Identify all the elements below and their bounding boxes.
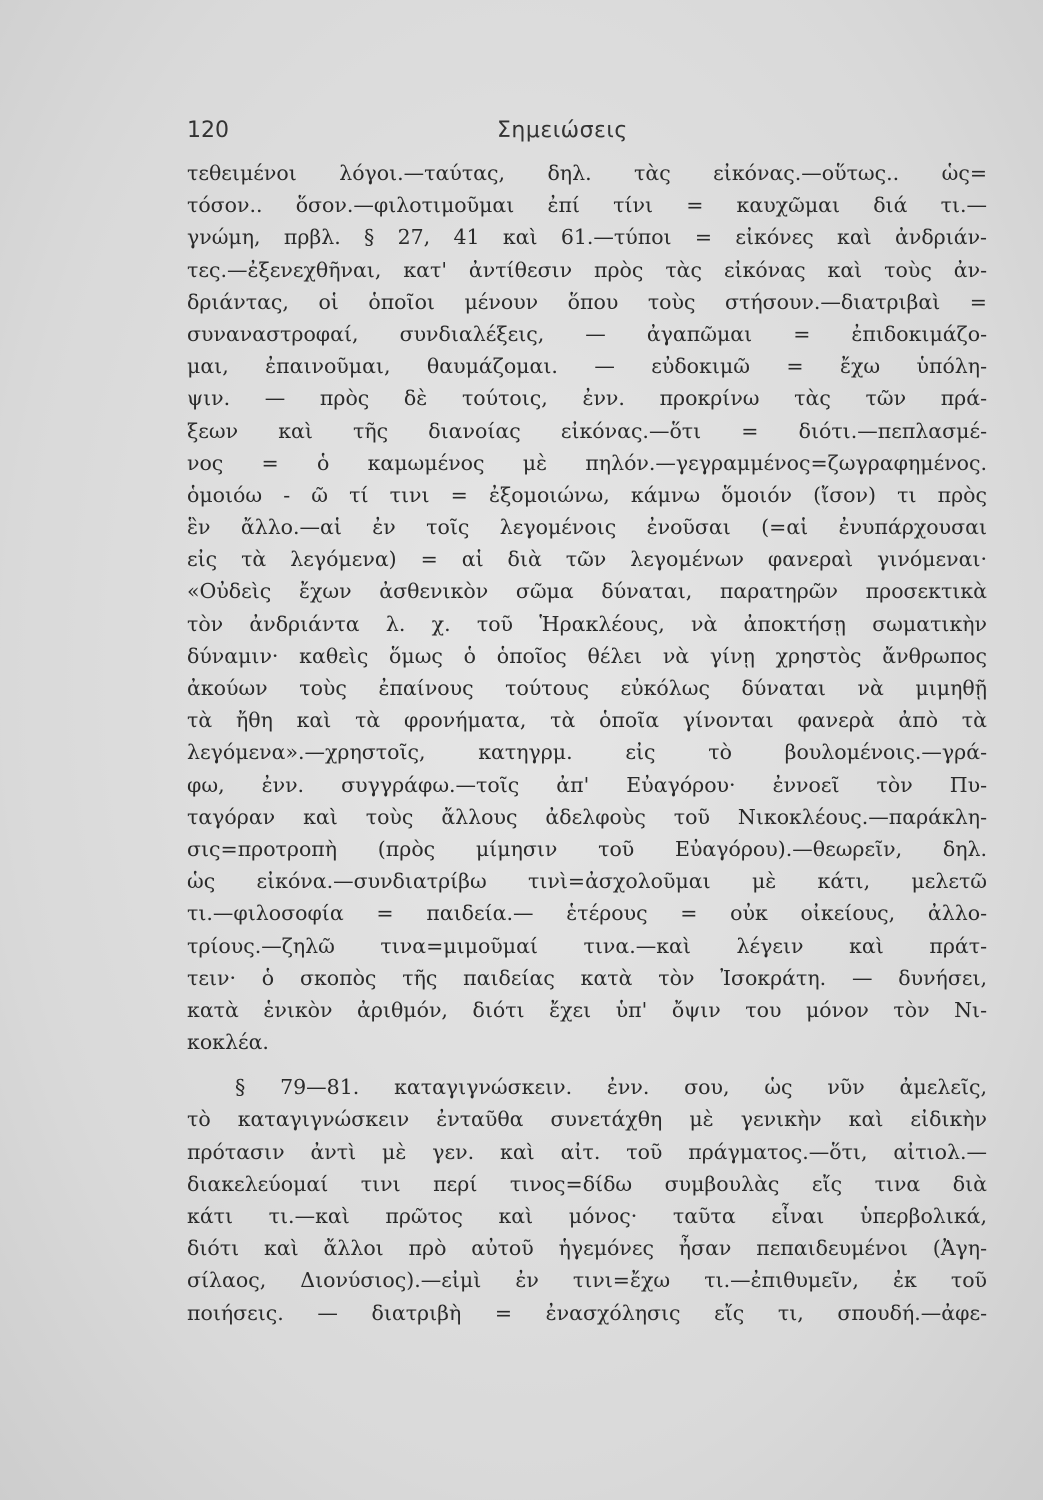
text-line: εἰς τὰ λεγόμενα) = αἱ διὰ τῶν λεγομένων φανεραὶ γινόμεναι·: [187, 547, 987, 572]
text-line: σίλαος, Διονύσιος).—εἰμὶ ἐν τινι=ἔχω τι.—ἐπιθυμεῖν, ἐκ τοῦ: [187, 1268, 987, 1293]
text-line: ἀκούων τοὺς ἐπαίνους τούτους εὐκόλως δύναται νὰ μιμηθῇ: [187, 676, 987, 700]
text-line: πρότασιν ἀντὶ μὲ γεν. καὶ αἰτ. τοῦ πράγματος.—ὅτι, αἰτιολ.—: [187, 1139, 987, 1164]
text-line: «Οὐδεὶς ἔχων ἀσθενικὸν σῶμα δύναται, παρατηρῶν προσεκτικὰ: [187, 579, 987, 604]
text-line: νος = ὁ καμωμένος μὲ πηλόν.—γεγραμμένος=ζωγραφημένος.: [187, 450, 987, 475]
text-line: τὸν ἀνδριάντα λ. χ. τοῦ Ἡρακλέους, νὰ ἀποκτήσῃ σωματικὴν: [187, 611, 987, 636]
text-line: δύναμιν· καθεὶς ὅμως ὁ ὁποῖος θέλει νὰ γίνῃ χρηστὸς ἄνθρωπος: [187, 643, 987, 668]
text-line: τι.—φιλοσοφία = παιδεία.— ἑτέρους = οὐκ οἰκείους, ἀλλο-: [187, 901, 987, 926]
running-head: Σημειώσεις: [497, 118, 628, 143]
text-line: γνώμη, πρβλ. § 27, 41 καὶ 61.—τύποι = εἰκόνες καὶ ἀνδριάν-: [187, 225, 987, 250]
text-line: τειν· ὁ σκοπὸς τῆς παιδείας κατὰ τὸν Ἰσοκράτη. — δυνήσει,: [187, 965, 987, 990]
text-line: ταγόραν καὶ τοὺς ἄλλους ἀδελφοὺς τοῦ Νικοκλέους.—παράκλη-: [187, 804, 987, 829]
text-line: διότι καὶ ἄλλοι πρὸ αὐτοῦ ἡγεμόνες ἦσαν πεπαιδευμένοι (Ἀγη-: [187, 1236, 987, 1261]
text-line: μαι, ἐπαινοῦμαι, θαυμάζομαι. — εὐδοκιμῶ = ἔχω ὑπόλη-: [187, 354, 987, 379]
text-line: σις=προτροπὴ (πρὸς μίμησιν τοῦ Εὐαγόρου).—θεωρεῖν, δηλ.: [187, 836, 987, 861]
body-text: [187, 157, 987, 1329]
text-line: κατὰ ἑνικὸν ἀριθμόν, διότι ἔχει ὑπ' ὄψιν του μόνον τὸν Νι-: [187, 997, 987, 1022]
text-line: τόσον.. ὅσον.—φιλοτιμοῦμαι ἐπί τίνι = καυχῶμαι διά τι.—: [187, 193, 987, 218]
text-line: κοκλέα.: [187, 1030, 269, 1055]
text-line: διακελεύομαί τινι περί τινος=δίδω συμβουλὰς εἴς τινα διὰ: [187, 1171, 987, 1196]
text-line: ἓν ἄλλο.—αἱ ἐν τοῖς λεγομένοις ἐνοῦσαι (=αἱ ἐνυπάρχουσαι: [187, 515, 987, 540]
text-line: ξεων καὶ τῆς διανοίας εἰκόνας.—ὅτι = διότι.—πεπλασμέ-: [187, 418, 987, 443]
text-line: φω, ἐνν. συγγράφω.—τοῖς ἀπ' Εὐαγόρου· ἐννοεῖ τὸν Πυ-: [187, 772, 987, 797]
text-line: τρίους.—ζηλῶ τινα=μιμοῦμαί τινα.—καὶ λέγειν καὶ πράτ-: [187, 933, 987, 958]
paragraph-gap: [187, 1058, 987, 1071]
text-line: τὰ ἤθη καὶ τὰ φρονήματα, τὰ ὁποῖα γίνονται φανερὰ ἀπὸ τὰ: [187, 708, 987, 733]
text-line: § 79—81. καταγιγνώσκειν. ἐνν. σου, ὡς νῦν ἀμελεῖς,: [235, 1075, 987, 1100]
text-line: συναναστροφαί, συνδιαλέξεις, — ἀγαπῶμαι = ἐπιδοκιμάζο-: [187, 321, 987, 346]
text-line: ὁμοιόω - ῶ τί τινι = ἐξομοιώνω, κάμνω ὅμοιόν (ἴσον) τι πρὸς: [187, 482, 987, 507]
text-line: λεγόμενα».—χρηστοῖς, κατηγρμ. εἰς τὸ βουλομένοις.—γρά-: [187, 740, 987, 765]
page-header: [187, 118, 987, 154]
text-line: ποιήσεις. — διατριβὴ = ἐνασχόλησις εἴς τι, σπουδή.—ἀφε-: [187, 1300, 987, 1325]
text-line: κάτι τι.—καὶ πρῶτος καὶ μόνος· ταῦτα εἶναι ὑπερβολικά,: [187, 1204, 987, 1228]
page-number: 120: [187, 118, 229, 143]
text-line: τες.—ἐξενεχθῆναι, κατ' ἀντίθεσιν πρὸς τὰς εἰκόνας καὶ τοὺς ἀν-: [187, 257, 987, 282]
text-line: ψιν. — πρὸς δὲ τούτοις, ἐνν. προκρίνω τὰς τῶν πρά-: [187, 386, 987, 411]
text-line: τὸ καταγιγνώσκειν ἐνταῦθα συνετάχθη μὲ γενικὴν καὶ εἰδικὴν: [187, 1107, 987, 1132]
text-line: δριάντας, οἱ ὁποῖοι μένουν ὅπου τοὺς στήσουν.—διατριβαὶ =: [187, 289, 987, 314]
text-line: ὡς εἰκόνα.—συνδιατρίβω τινὶ=ἀσχολοῦμαι μὲ κάτι, μελετῶ: [187, 869, 987, 894]
text-line: τεθειμένοι λόγοι.—ταύτας, δηλ. τὰς εἰκόνας.—οὕτως.. ὡς=: [187, 161, 987, 185]
